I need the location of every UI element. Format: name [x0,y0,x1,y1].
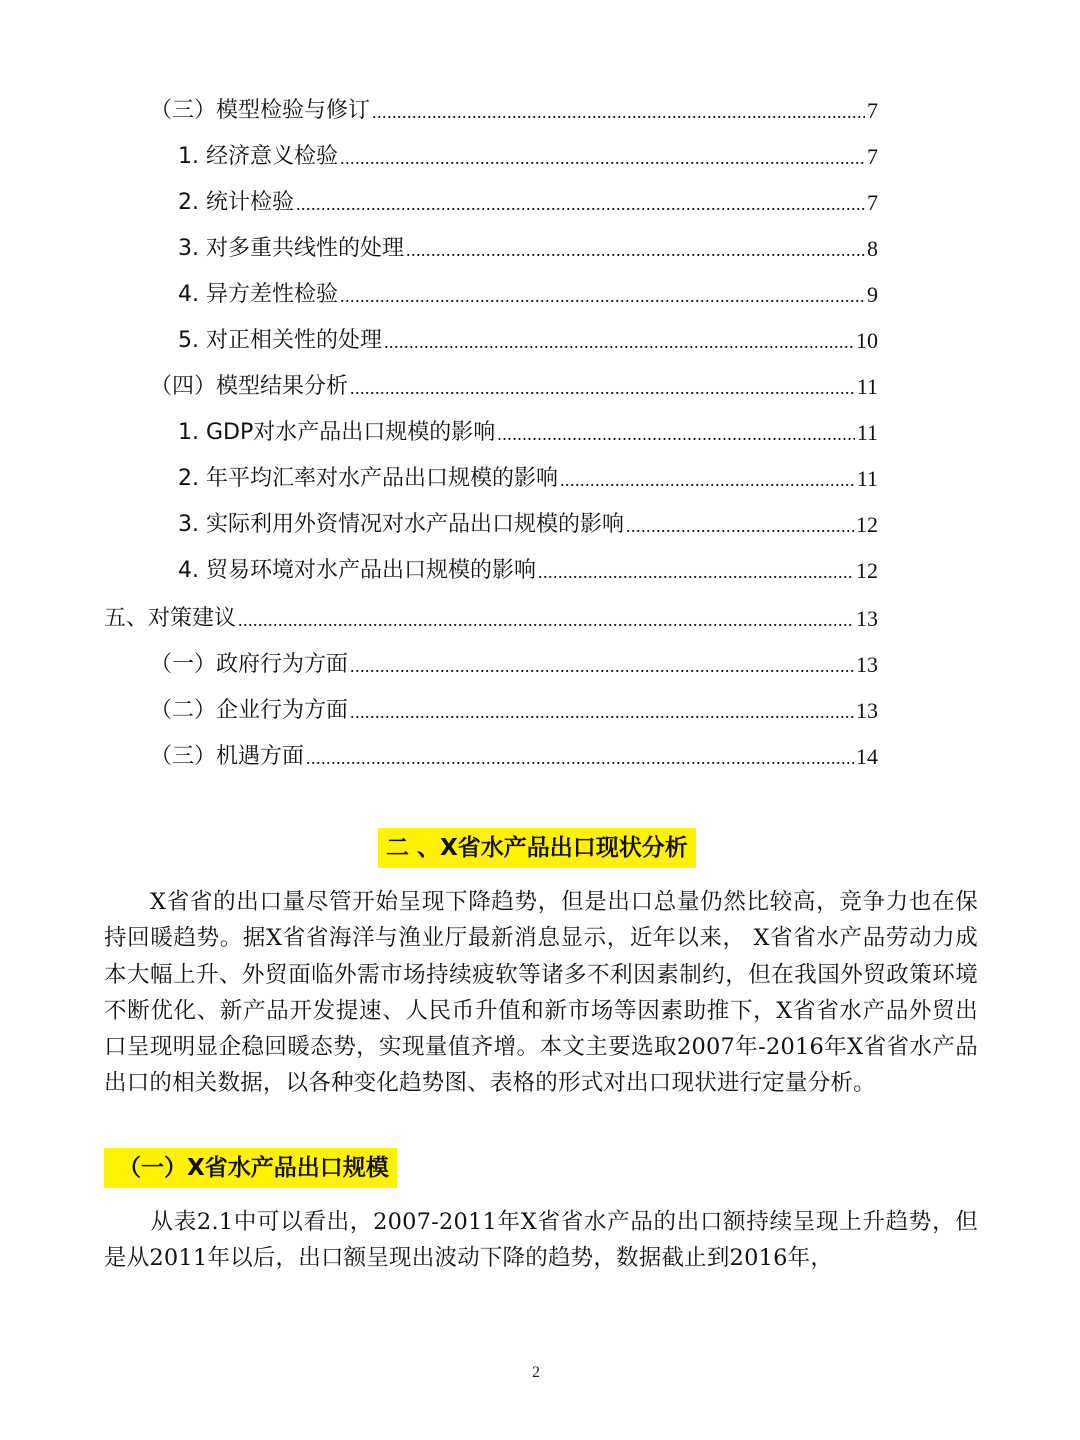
toc-entry[interactable] [150,362,878,402]
toc-entry-title: （一）政府行为方面 [150,652,349,677]
toc-entry-page: 13 [856,652,878,677]
toc-entry[interactable] [178,224,878,264]
toc-entry-title: 1. 经济意义检验 [178,144,338,169]
toc-dot-leader [340,286,865,306]
toc-entry-page: 13 [856,606,878,631]
page-number: 2 [532,1364,540,1381]
toc-entry-title: 4. 异方差性检验 [178,282,338,307]
toc-entry-page: 7 [867,144,878,169]
toc-entry-title: 2. 统计检验 [178,190,294,215]
toc-entry-title: 5. 对正相关性的处理 [178,328,382,353]
toc-entry[interactable] [150,86,878,126]
toc-dot-leader [296,194,865,214]
toc-dot-leader [560,470,855,490]
subsection-heading: （一）X省水产品出口规模 [104,1148,397,1188]
toc-entry-title: （二）企业行为方面 [150,698,349,723]
toc-entry-title: 4. 贸易环境对水产品出口规模的影响 [178,558,536,583]
toc-entry-page: 10 [856,328,878,353]
toc-entry-title: 3. 实际利用外资情况对水产品出口规模的影响 [178,512,624,537]
toc-entry-page: 9 [867,282,878,307]
paragraph-text: X省省的出口量尽管开始呈现下降趋势，但是出口总量仍然比较高，竞争力也在保持回暖趋势。据X省省海洋与渔业厅最新消息显示，近年以来， X省省水产品劳动力成本大幅上升、外贸面临外需市场持续疲软等诸多不利因素制约，但在我国外贸政策环境不断优化、新产品开发提速、人民币升值和新市场等因素助推下，X省省水产品外贸出口呈现明显企稳回暖态势，实现量值齐增。本文主要选取2007年-2016年X省省水产品出口的相关数据，以各种变化趋势图、表格的形式对出口现状进行定量分析。 [104,889,978,1097]
toc-entry-page: 13 [856,698,878,723]
toc-entry-title: （三）模型检验与修订 [150,98,371,123]
toc-dot-leader [238,610,854,630]
toc-entry-page: 12 [856,558,878,583]
toc-entry[interactable] [150,686,878,726]
toc-dot-leader [350,378,855,398]
toc-entry-page: 7 [867,98,878,123]
toc-entry-title: 1. GDP对水产品出口规模的影响 [178,420,496,445]
toc-dot-leader [340,148,865,168]
toc-entry-title: 3. 对多重共线性的处理 [178,236,404,261]
toc-dot-leader [406,240,865,260]
toc-entry[interactable] [178,132,878,172]
toc-entry[interactable] [150,640,878,680]
toc-dot-leader [538,562,854,582]
paragraph-text: 从表2.1中可以看出，2007-2011年X省省水产品的出口额持续呈现上升趋势，但是从2011年以后，出口额呈现出波动下降的趋势，数据截止到2016年， [104,1209,978,1272]
toc-entry-page: 11 [856,374,878,399]
toc-entry[interactable] [150,732,878,772]
toc-entry-page: 7 [867,190,878,215]
toc-entry[interactable] [178,270,878,310]
toc-dot-leader [350,656,854,676]
toc-entry[interactable] [178,316,878,356]
section-heading: 二 、X省水产品出口现状分析 [378,828,696,868]
toc-entry[interactable] [178,500,878,540]
body-paragraph [104,1204,978,1284]
toc-entry-page: 8 [867,236,878,261]
toc-entry-page: 11 [856,420,878,445]
toc-entry[interactable] [178,546,878,586]
toc-entry[interactable] [104,594,878,634]
toc-entry-page: 14 [856,744,878,769]
toc-dot-leader [350,702,854,722]
toc-dot-leader [372,102,865,122]
toc-entry-title: （三）机遇方面 [150,744,305,769]
toc-entry-title: 五、对策建议 [104,606,237,631]
toc-entry-page: 11 [856,466,878,491]
toc-entry[interactable] [178,454,878,494]
toc-entry-page: 12 [856,512,878,537]
toc-dot-leader [497,424,855,444]
body-paragraph [104,884,978,1144]
toc-entry[interactable] [178,178,878,218]
toc-entry[interactable] [178,408,878,448]
toc-dot-leader [306,748,854,768]
toc-dot-leader [384,332,854,352]
toc-dot-leader [626,516,854,536]
toc-entry-title: 2. 年平均汇率对水产品出口规模的影响 [178,466,558,491]
toc-entry-title: （四）模型结果分析 [150,374,349,399]
